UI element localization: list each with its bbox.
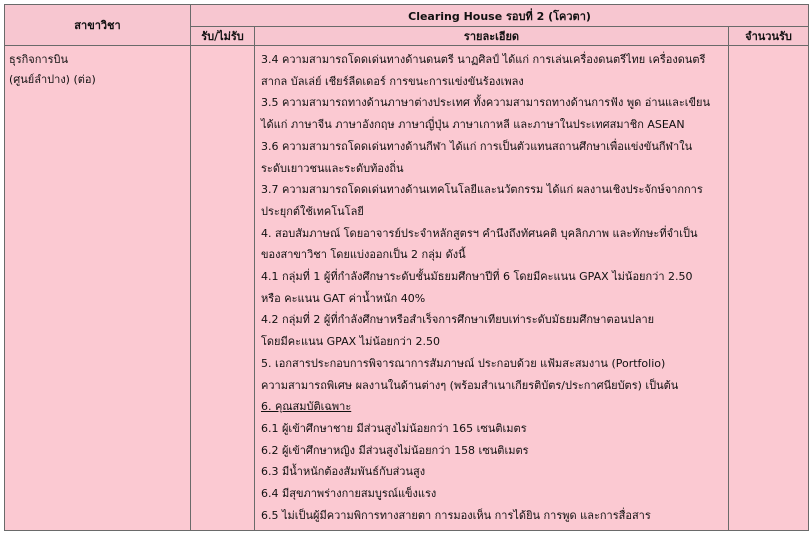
accept-column-header: รับ/ไม่รับ [191,27,255,46]
detail-line: 6.2 ผู้เข้าศึกษาหญิง มีส่วนสูงไม่น้อยกว่า 158 เซนติเมตร [261,443,529,457]
detail-line: ได้แก่ ภาษาจีน ภาษาอังกฤษ ภาษาญี่ปุ่น ภาษาเกาหลี และภาษาในประเทศสมาชิก ASEAN [261,118,685,132]
detail-line: 4. สอบสัมภาษณ์ โดยอาจารย์ประจำหลักสูตรฯ คำนึงถึงทัศนคติ บุคลิกภาพ และทักษะที่จำเป็น [261,226,698,240]
count-column-header: จำนวนรับ [729,27,809,46]
subject-cell [5,46,191,531]
detail-line: 4.2 กลุ่มที่ 2 ผู้ที่กำลังศึกษาหรือสำเร็จการศึกษาเทียบเท่าระดับมัธยมศึกษาตอนปลาย [261,313,655,327]
detail-line: โดยมีคะแนน GPAX ไม่น้อยกว่า 2.50 [261,335,441,349]
detail-line: 5. เอกสารประกอบการพิจารณาการสัมภาษณ์ ประกอบด้วย แฟ้มสะสมงาน (Portfolio) [261,356,666,370]
subject-column-header: สาขาวิชา [5,5,191,46]
detail-line: 3.5 ความสามารถทางด้านภาษาต่างประเทศ ทั้งความสามารถทางด้านการฟัง พูด อ่านและเขียน [261,96,711,110]
detail-line: 4.1 กลุ่มที่ 1 ผู้ที่กำลังศึกษาระดับชั้นมัธยมศึกษาปีที่ 6 โดยมีคะแนน GPAX ไม่น้อยกว่า 2.50 [261,270,693,284]
detail-line: 6.4 มีสุขภาพร่างกายสมบูรณ์แข็งแรง [261,487,437,501]
details-cell [255,46,729,531]
details-column-header: รายละเอียด [255,27,729,46]
detail-line: 6.5 ไม่เป็นผู้มีความพิการทางสายตา การมองเห็น การได้ยิน การพูด และการสื่อสาร [261,508,651,522]
admission-table [4,4,809,531]
detail-line: 3.7 ความสามารถโดดเด่นทางด้านเทคโนโลยีและนวัตกรรม ได้แก่ ผลงานเชิงประจักษ์จากการ [261,183,703,197]
subject-name: ธุรกิจการบิน [9,53,68,66]
detail-line: ของสาขาวิชา โดยแบ่งออกเป็น 2 กลุ่ม ดังนี้ [261,248,466,262]
detail-line: 3.6 ความสามารถโดดเด่นทางด้านกีฬา ได้แก่ การเป็นตัวแทนสถานศึกษาเพื่อแข่งขันกีฬาใน [261,139,693,153]
detail-line: ความสามารถพิเศษ ผลงานในด้านต่างๆ (พร้อมสำเนาเกียรติบัตร/ประกาศนียบัตร) เป็นต้น [261,378,679,392]
detail-line: 6.1 ผู้เข้าศึกษาชาย มีส่วนสูงไม่น้อยกว่า 165 เซนติเมตร [261,421,527,435]
detail-line: ระดับเยาวชนและระดับท้องถิ่น [261,161,404,175]
detail-line: ประยุกต์ใช้เทคโนโลยี [261,204,364,218]
count-cell [729,46,809,531]
detail-heading-special-qualifications: 6. คุณสมบัติเฉพาะ [261,400,352,414]
detail-line: สากล บัลเล่ย์ เชียร์ลีดเดอร์ การขนะการแข่งขันร้องเพลง [261,74,524,88]
subject-campus: (ศูนย์ลำปาง) (ต่อ) [9,73,96,86]
accept-cell [191,46,255,531]
detail-line: 3.4 ความสามารถโดดเด่นทางด้านดนตรี นาฏศิลป์ ได้แก่ การเล่นเครื่องดนตรีไทย เครื่องดนตรี [261,53,706,66]
detail-line: หรือ คะแนน GAT ค่าน้ำหนัก 40% [261,291,426,305]
detail-line: 6.3 มีน้ำหนักต้องสัมพันธ์กับส่วนสูง [261,465,426,479]
clearing-house-header: Clearing House รอบที่ 2 (โควตา) [191,5,809,27]
